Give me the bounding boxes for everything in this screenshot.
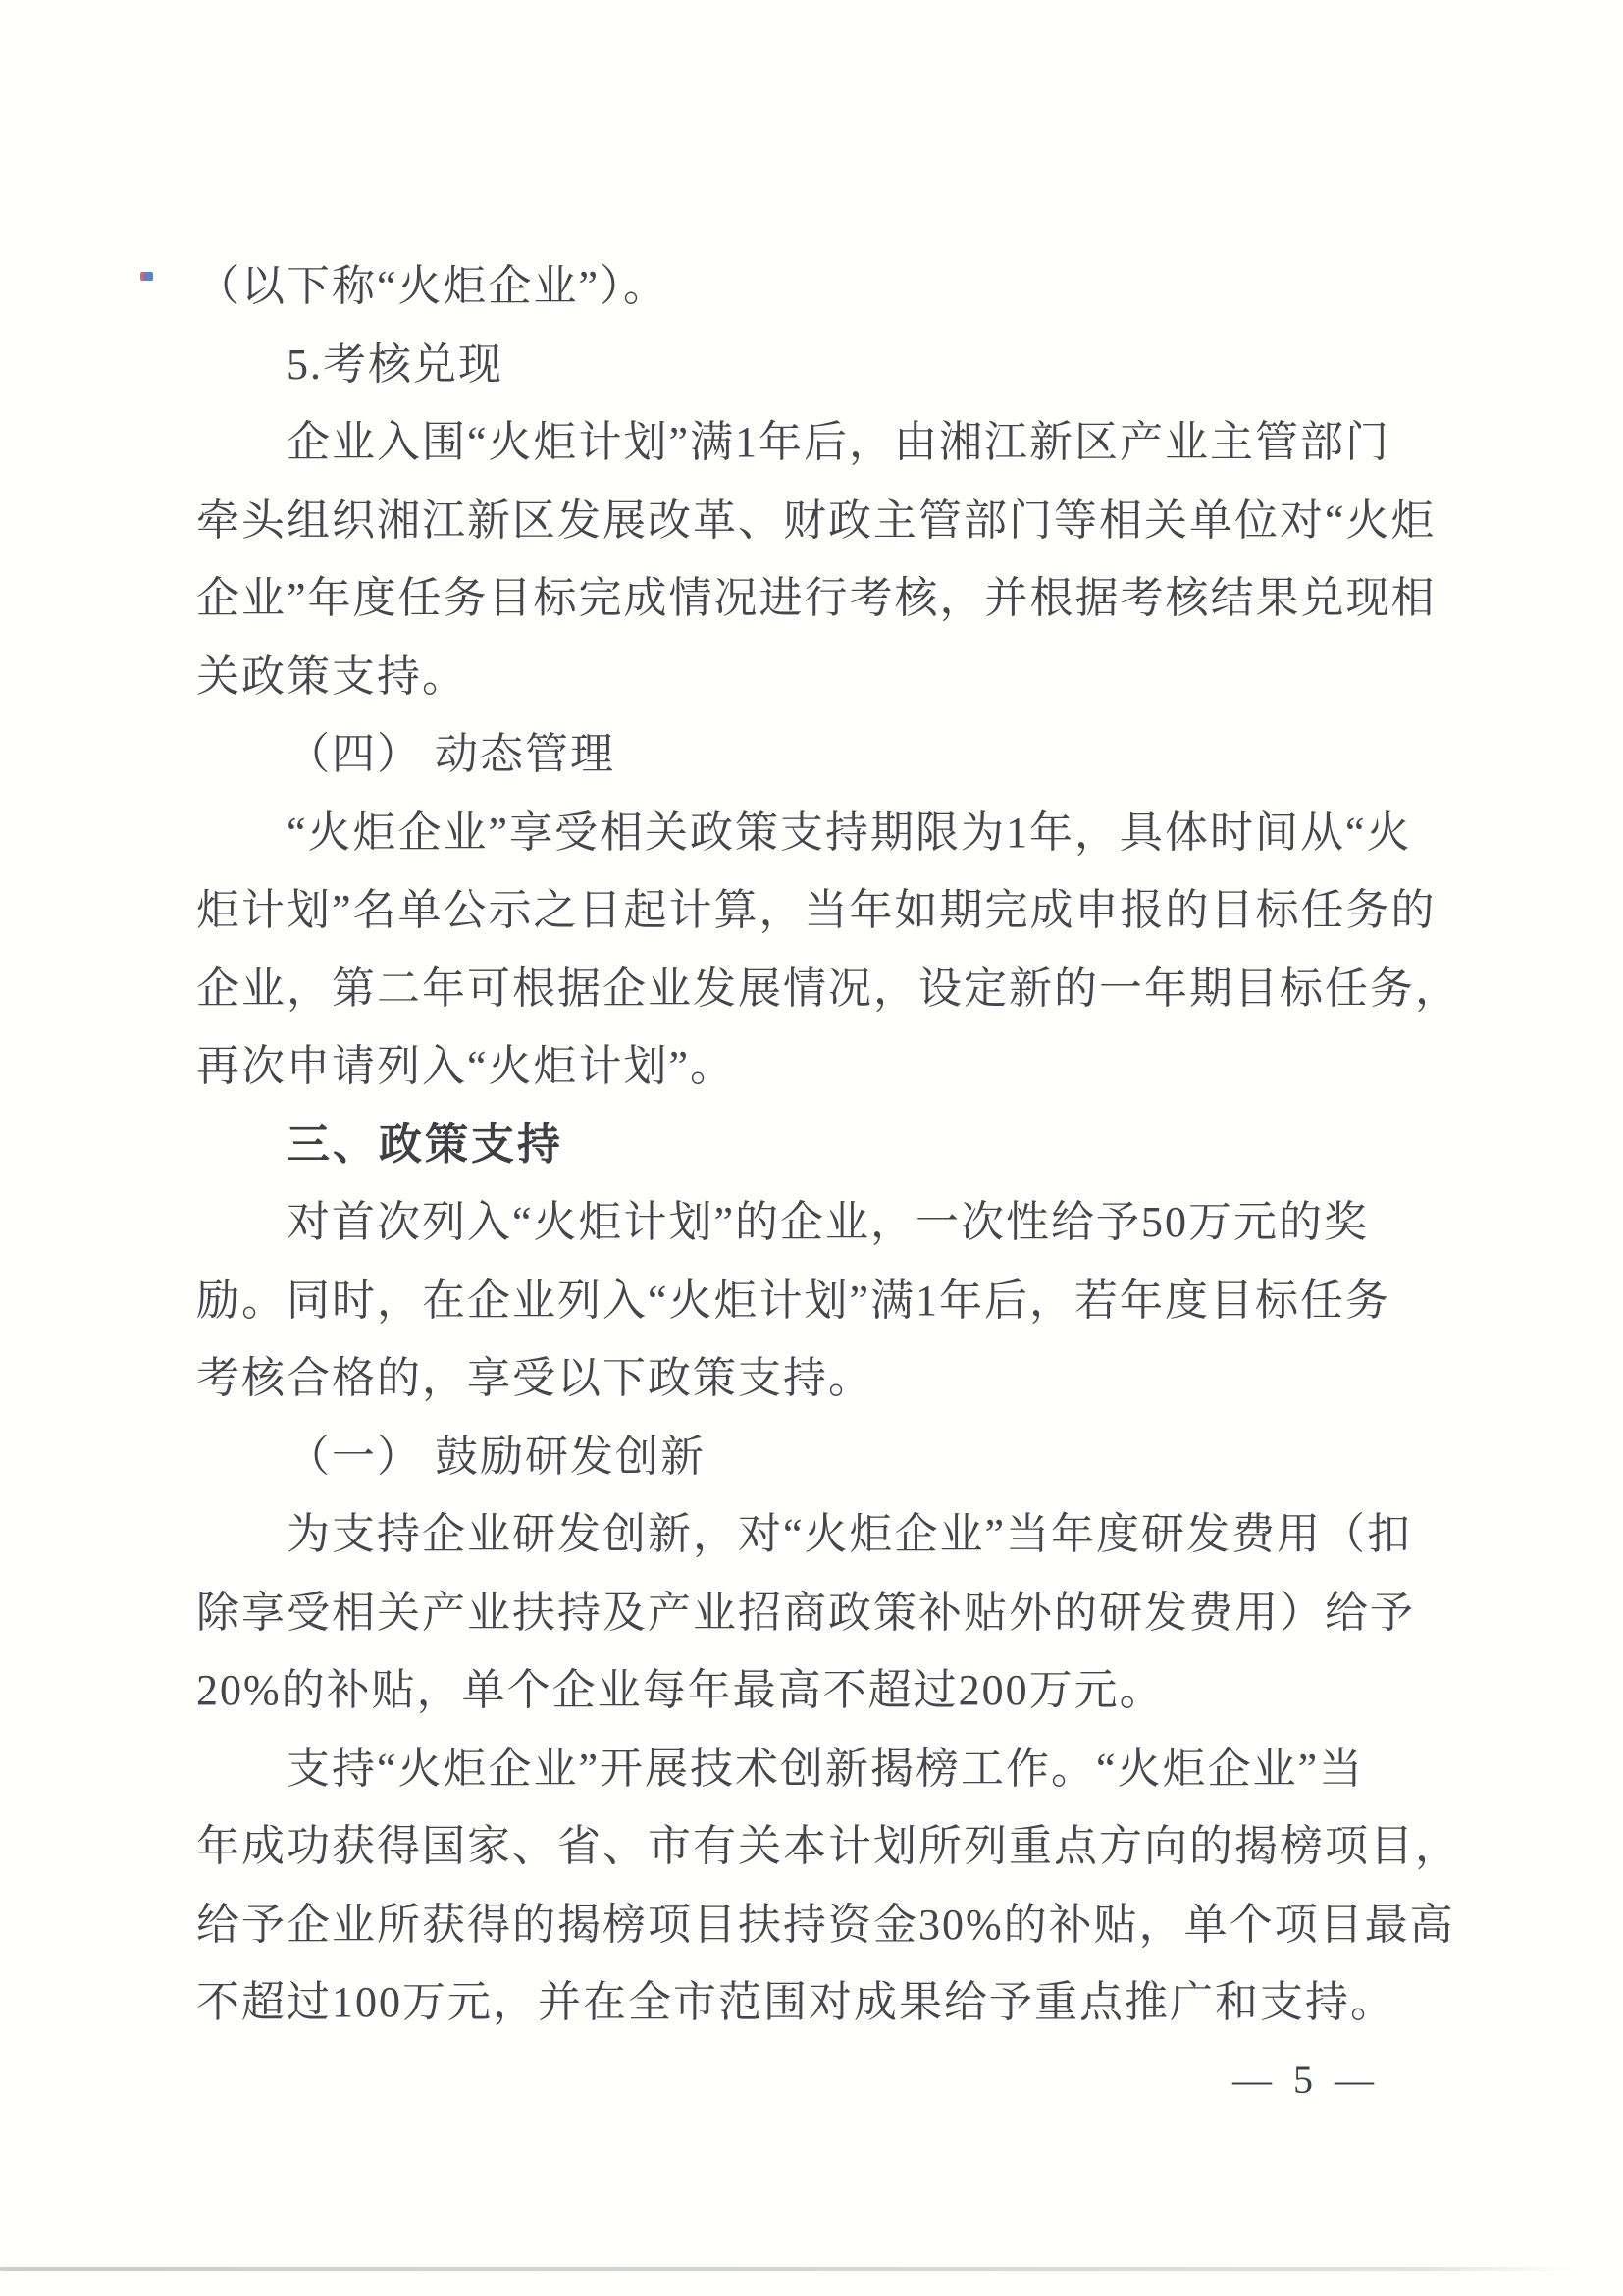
body-line: 支持“火炬企业”开展技术创新揭榜工作。“火炬企业”当 <box>287 1744 1365 1793</box>
body-line: 除享受相关产业扶持及产业招商政策补贴外的研发费用）给予 <box>196 1588 1415 1637</box>
body-line: 励。同时，在企业列入“火炬计划”满1年后，若年度目标任务 <box>196 1276 1391 1325</box>
body-line: 牵头组织湘江新区发展改革、财政主管部门等相关单位对“火炬 <box>196 496 1437 545</box>
document-body <box>196 247 1472 2042</box>
scan-edge-line <box>0 2267 1578 2271</box>
body-line: 企业，第二年可根据企业发展情况，设定新的一年期目标任务， <box>196 964 1460 1013</box>
section-1-heading: （一） 鼓励研发创新 <box>287 1432 706 1481</box>
body-line: 年成功获得国家、省、市有关本计划所列重点方向的揭榜项目， <box>196 1822 1460 1870</box>
body-line: （以下称“火炬企业”）。 <box>196 262 669 310</box>
clause-5-heading: 5.考核兑现 <box>287 339 503 389</box>
body-line: 再次申请列入“火炬计划”。 <box>196 1042 736 1090</box>
body-line: 考核合格的，享受以下政策支持。 <box>196 1354 873 1402</box>
body-line: “火炬企业”享受相关政策支持期限为1年，具体时间从“火 <box>287 808 1412 857</box>
section-4-heading: （四） 动态管理 <box>287 730 615 778</box>
body-line: 给予企业所获得的揭榜项目扶持资金30%的补贴，单个项目最高 <box>196 1900 1455 1949</box>
body-line: 不超过100万元，并在全市范围对成果给予重点推广和支持。 <box>196 1978 1395 2026</box>
page-number: — 5 — <box>1232 2058 1380 2102</box>
body-line: 对首次列入“火炬计划”的企业，一次性给予50万元的奖 <box>287 1198 1370 1246</box>
body-line: 关政策支持。 <box>196 652 467 701</box>
scan-artifact-dot <box>140 272 153 281</box>
body-line: 为支持企业研发创新，对“火炬企业”当年度研发费用（扣 <box>287 1510 1413 1558</box>
body-line: 20%的补贴，单个企业每年最高不超过200万元。 <box>196 1666 1165 1714</box>
body-line: 炬计划”名单公示之日起计算，当年如期完成申报的目标任务的 <box>196 886 1437 934</box>
chapter-3-heading: 三、政策支持 <box>287 1120 563 1169</box>
body-line: 企业”年度任务目标完成情况进行考核，并根据考核结果兑现相 <box>196 574 1437 622</box>
body-line: 企业入围“火炬计划”满1年后，由湘江新区产业主管部门 <box>287 418 1391 466</box>
